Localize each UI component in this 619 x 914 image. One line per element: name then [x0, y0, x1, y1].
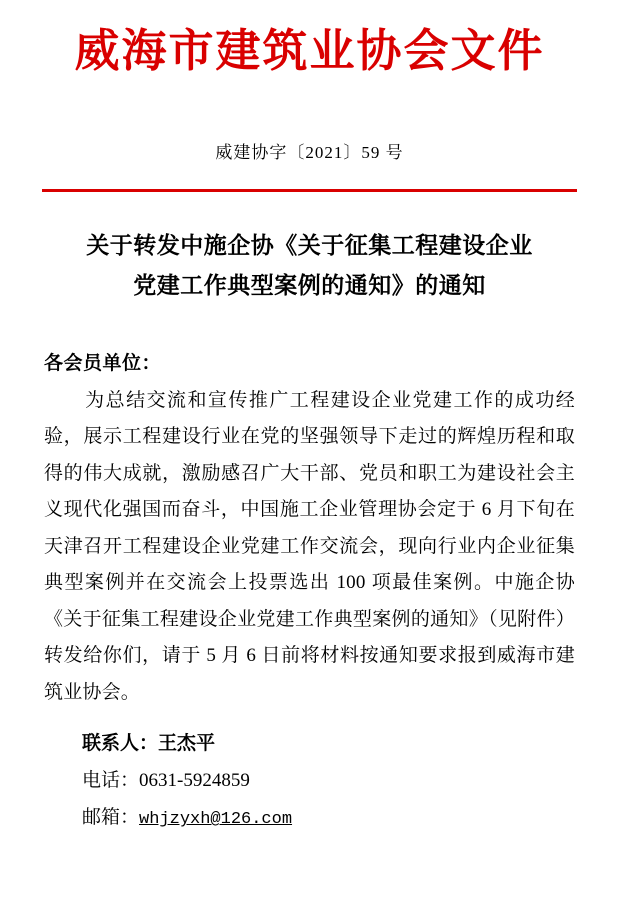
contact-email-address[interactable]: whjzyxh@126.com	[139, 810, 293, 830]
page-title-line-1: 关于转发中施企协《关于征集工程建设企业	[86, 231, 533, 259]
page-title	[44, 226, 575, 307]
body-paragraph-text: 为总结交流和宣传推广工程建设企业党建工作的成功经验，展示工程建设行业在党的坚强领导下走过的辉煌历程和取得的伟大成就，激励感召广大干部、党员和职工为建设社会主义现代化强国而奋斗，中国施工企业管理协会定于 6 月下旬在天津召开工程建设企业党建工作交流会，现向行业内企业征集典型案例并在交流会上投票选出 100 项最佳案例。中施企协《关于征集工程建设企业党建工作典型案例的通知》（见附件）转发给你们，请于 5 月 6 日前将材料按通知要求报到威海市建筑业协会。	[44, 390, 575, 703]
contact-email-label: 邮箱：	[82, 807, 140, 829]
document-page	[0, 26, 619, 914]
body-paragraph	[44, 383, 575, 711]
contact-block	[44, 725, 575, 836]
page-title-line-2: 党建工作典型案例的通知》的通知	[133, 271, 486, 299]
contact-phone-text: 电话：0631-5924859	[82, 770, 250, 792]
contact-person: 联系人：王杰平	[82, 733, 216, 755]
document-number: 威建协字〔2021〕59 号	[215, 142, 404, 162]
red-divider-rule	[42, 189, 577, 192]
salutation: 各会员单位：	[44, 353, 162, 374]
contact-phone	[44, 762, 575, 799]
document-header-title: 威海市建筑业协会文件	[74, 24, 545, 77]
contact-email	[44, 799, 575, 836]
